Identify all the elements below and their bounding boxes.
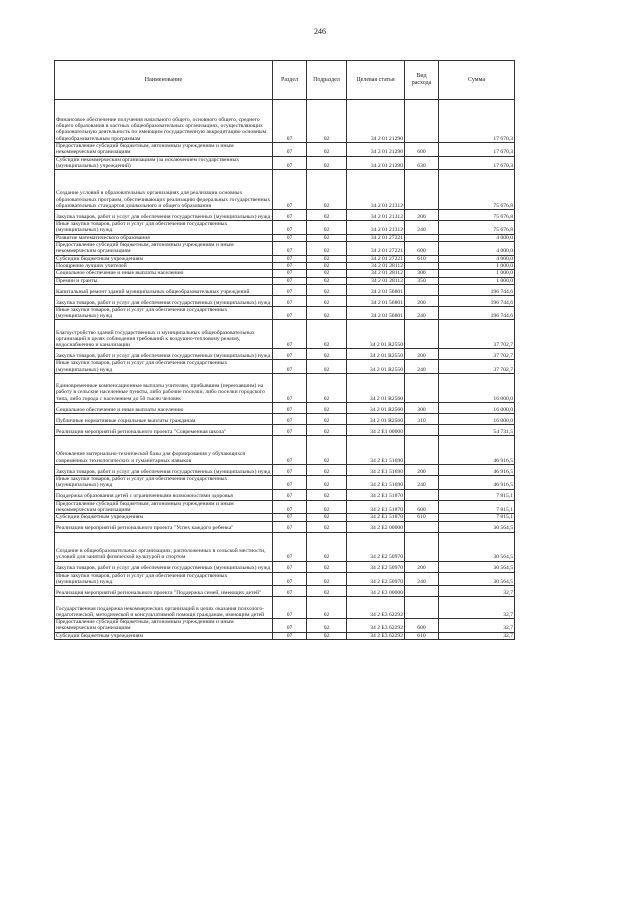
cell-target-item: 34 2 01 21290 — [347, 100, 405, 143]
cell-amount: 196 744,6 — [439, 284, 515, 295]
cell-section: 07 — [273, 262, 307, 269]
cell-expense-type: 600 — [405, 143, 439, 157]
cell-amount: 7 815,1 — [439, 489, 515, 500]
cell-subsection: 02 — [307, 500, 347, 514]
cell-amount: 17 670,3 — [439, 100, 515, 143]
cell-amount: 46 916,5 — [439, 476, 515, 490]
cell-section: 07 — [273, 597, 307, 619]
cell-expense-type — [405, 284, 439, 295]
cell-target-item: 34 2 E2 50970 — [347, 561, 405, 572]
cell-section: 07 — [273, 295, 307, 306]
cell-amount: 75 676,8 — [439, 170, 515, 210]
cell-target-item: 34 2 E3 62292 — [347, 632, 405, 639]
cell-subsection: 02 — [307, 255, 347, 262]
cell-amount: 30 564,5 — [439, 521, 515, 532]
cell-expense-type: 610 — [405, 632, 439, 639]
table-row — [55, 270, 515, 277]
cell-expense-type — [405, 170, 439, 210]
cell-section: 07 — [273, 514, 307, 521]
cell-section: 07 — [273, 572, 307, 586]
table-row — [55, 277, 515, 284]
cell-amount: 17 670,3 — [439, 156, 515, 170]
cell-amount: 16 000,0 — [439, 374, 515, 403]
budget-table — [54, 60, 515, 640]
cell-subsection: 02 — [307, 572, 347, 586]
cell-expense-type — [405, 521, 439, 532]
cell-expense-type: 240 — [405, 476, 439, 490]
cell-subsection: 02 — [307, 221, 347, 235]
cell-amount: 4 000,0 — [439, 242, 515, 256]
cell-section: 07 — [273, 586, 307, 597]
table-row — [55, 242, 515, 256]
cell-target-item: 34 2 01 R2550 — [347, 349, 405, 360]
cell-section: 07 — [273, 360, 307, 374]
cell-target-item: 34 2 01 27221 — [347, 234, 405, 241]
cell-target-item: 34 2 01 27221 — [347, 242, 405, 256]
cell-target-item: 34 2 01 28112 — [347, 270, 405, 277]
cell-subsection: 02 — [307, 374, 347, 403]
cell-amount: 30 564,5 — [439, 572, 515, 586]
cell-target-item: 34 2 01 56801 — [347, 306, 405, 320]
table-row — [55, 284, 515, 295]
cell-expense-type: 600 — [405, 242, 439, 256]
cell-subsection: 02 — [307, 414, 347, 425]
cell-name: Закупка товаров, работ и услуг для обеспечения государственных (муниципальных) нужд — [55, 465, 273, 476]
cell-name: Закупка товаров, работ и услуг для обеспечения государственных (муниципальных) нужд — [55, 561, 273, 572]
cell-target-item: 34 2 E3 00000 — [347, 586, 405, 597]
cell-subsection: 02 — [307, 436, 347, 465]
table-row — [55, 572, 515, 586]
header-subsection: Подраздел — [307, 61, 347, 100]
cell-section: 07 — [273, 156, 307, 170]
cell-target-item: 34 2 01 56801 — [347, 284, 405, 295]
table-row — [55, 156, 515, 170]
cell-subsection: 02 — [307, 360, 347, 374]
cell-name: Субсидии бюджетным учреждениям — [55, 632, 273, 639]
table-row — [55, 476, 515, 490]
cell-expense-type: 600 — [405, 619, 439, 633]
cell-section: 07 — [273, 210, 307, 221]
cell-target-item: 34 2 E1 51690 — [347, 436, 405, 465]
table-row — [55, 255, 515, 262]
cell-name: Обновление материально-технической базы для формирования у обучающихся современных технологических и гуманитарных навыков — [55, 436, 273, 465]
cell-amount: 30 564,5 — [439, 532, 515, 561]
cell-target-item: 34 2 E1 51690 — [347, 465, 405, 476]
cell-name: Закупка товаров, работ и услуг для обеспечения государственных (муниципальных) нужд — [55, 210, 273, 221]
cell-section: 07 — [273, 277, 307, 284]
cell-target-item: 34 2 01 21290 — [347, 156, 405, 170]
cell-section: 07 — [273, 170, 307, 210]
cell-amount: 16 000,0 — [439, 414, 515, 425]
cell-expense-type: 610 — [405, 514, 439, 521]
cell-subsection: 02 — [307, 262, 347, 269]
header-name: Наименование — [55, 61, 273, 100]
cell-name: Создание условий в образовательных организациях для реализации основных образовательных программ, обеспечивающих реализацию федеральных государственных образовательных стандартов дошкольного и общего образования — [55, 170, 273, 210]
cell-subsection: 02 — [307, 514, 347, 521]
cell-target-item: 34 2 E1 51870 — [347, 514, 405, 521]
cell-name: Премии и гранты — [55, 277, 273, 284]
table-row — [55, 221, 515, 235]
cell-name: Поощрение лучших учителей — [55, 262, 273, 269]
header-amount: Сумма — [439, 61, 515, 100]
cell-section: 07 — [273, 521, 307, 532]
cell-section: 07 — [273, 436, 307, 465]
cell-amount: 4 000,0 — [439, 234, 515, 241]
cell-section: 07 — [273, 221, 307, 235]
cell-amount: 7 815,1 — [439, 514, 515, 521]
cell-amount: 16 000,0 — [439, 403, 515, 414]
cell-subsection: 02 — [307, 632, 347, 639]
cell-subsection: 02 — [307, 170, 347, 210]
cell-target-item: 34 2 E1 51690 — [347, 476, 405, 490]
header-target-item: Целевая статья — [347, 61, 405, 100]
table-body — [55, 100, 515, 640]
cell-target-item: 34 2 01 27221 — [347, 255, 405, 262]
table-row — [55, 465, 515, 476]
table-row — [55, 349, 515, 360]
table-row — [55, 374, 515, 403]
cell-section: 07 — [273, 374, 307, 403]
cell-section: 07 — [273, 532, 307, 561]
cell-section: 07 — [273, 619, 307, 633]
cell-target-item: 34 2 E1 51870 — [347, 500, 405, 514]
cell-name: Иные закупки товаров, работ и услуг для обеспечения государственных (муниципальных) нужд — [55, 476, 273, 490]
table-row — [55, 521, 515, 532]
cell-subsection: 02 — [307, 100, 347, 143]
cell-expense-type: 300 — [405, 403, 439, 414]
cell-amount: 75 676,8 — [439, 210, 515, 221]
cell-subsection: 02 — [307, 476, 347, 490]
cell-expense-type: 240 — [405, 572, 439, 586]
cell-section: 07 — [273, 489, 307, 500]
header-section: Раздел — [273, 61, 307, 100]
cell-section: 07 — [273, 425, 307, 436]
cell-target-item: 34 2 01 21312 — [347, 221, 405, 235]
cell-section: 07 — [273, 320, 307, 349]
cell-name: Развитие математического образования — [55, 234, 273, 241]
cell-expense-type: 200 — [405, 295, 439, 306]
cell-section: 07 — [273, 100, 307, 143]
cell-section: 07 — [273, 284, 307, 295]
cell-expense-type: 600 — [405, 500, 439, 514]
cell-subsection: 02 — [307, 403, 347, 414]
cell-subsection: 02 — [307, 284, 347, 295]
cell-expense-type — [405, 262, 439, 269]
cell-section: 07 — [273, 632, 307, 639]
cell-amount: 17 670,3 — [439, 143, 515, 157]
cell-target-item: 34 2 01 28112 — [347, 277, 405, 284]
cell-subsection: 02 — [307, 619, 347, 633]
table-row — [55, 360, 515, 374]
cell-name: Поддержка образования детей с ограниченными возможностями здоровья — [55, 489, 273, 500]
cell-amount: 1 000,0 — [439, 262, 515, 269]
cell-target-item: 34 2 01 R2550 — [347, 320, 405, 349]
cell-subsection: 02 — [307, 210, 347, 221]
cell-name: Иные закупки товаров, работ и услуг для обеспечения государственных (муниципальных) нужд — [55, 221, 273, 235]
cell-amount: 196 744,6 — [439, 295, 515, 306]
cell-target-item: 34 2 E1 51870 — [347, 489, 405, 500]
cell-amount: 32,7 — [439, 619, 515, 633]
cell-expense-type — [405, 320, 439, 349]
cell-section: 07 — [273, 403, 307, 414]
cell-name: Реализация мероприятий регионального проекта "Успех каждого ребенка" — [55, 521, 273, 532]
cell-expense-type — [405, 234, 439, 241]
table-row — [55, 210, 515, 221]
table-row — [55, 425, 515, 436]
cell-subsection: 02 — [307, 586, 347, 597]
cell-amount: 75 676,8 — [439, 221, 515, 235]
cell-amount: 54 731,5 — [439, 425, 515, 436]
table-row — [55, 100, 515, 143]
cell-section: 07 — [273, 414, 307, 425]
cell-expense-type: 310 — [405, 414, 439, 425]
cell-amount: 37 702,7 — [439, 320, 515, 349]
cell-expense-type: 240 — [405, 221, 439, 235]
cell-amount: 37 702,7 — [439, 349, 515, 360]
cell-target-item: 34 2 01 21290 — [347, 143, 405, 157]
cell-subsection: 02 — [307, 349, 347, 360]
cell-amount: 37 702,7 — [439, 360, 515, 374]
cell-expense-type — [405, 374, 439, 403]
cell-expense-type — [405, 586, 439, 597]
table-row — [55, 306, 515, 320]
cell-subsection: 02 — [307, 320, 347, 349]
page-number: 246 — [314, 27, 326, 36]
cell-name: Предоставление субсидий бюджетным, автономным учреждениям и иным некоммерческим организациям — [55, 143, 273, 157]
cell-target-item: 34 2 E3 62292 — [347, 619, 405, 633]
cell-amount: 46 916,5 — [439, 465, 515, 476]
cell-subsection: 02 — [307, 277, 347, 284]
table-row — [55, 514, 515, 521]
table-row — [55, 295, 515, 306]
table-row — [55, 262, 515, 269]
cell-name: Предоставление субсидий бюджетным, автономным учреждениям и иным некоммерческим организациям — [55, 500, 273, 514]
cell-target-item: 34 2 E2 50970 — [347, 572, 405, 586]
cell-name: Единовременные компенсационные выплаты учителям, прибывшим (переехавшим) на работу в сельские населенные пункты, либо рабочие поселки, либо поселки городского типа, либо города с населением до 50 тысяч человек — [55, 374, 273, 403]
cell-amount: 1 000,0 — [439, 270, 515, 277]
cell-expense-type — [405, 436, 439, 465]
cell-expense-type — [405, 597, 439, 619]
cell-subsection: 02 — [307, 234, 347, 241]
header-expense-type: Вид расхода — [405, 61, 439, 100]
cell-section: 07 — [273, 255, 307, 262]
table-row — [55, 143, 515, 157]
cell-subsection: 02 — [307, 521, 347, 532]
cell-name: Государственная поддержка некоммерческих организаций в целях оказания психолого-педагогической, методической и консультативной помощи гражданам, имеющим детей — [55, 597, 273, 619]
cell-amount: 32,7 — [439, 586, 515, 597]
cell-target-item: 34 2 01 R2560 — [347, 414, 405, 425]
cell-amount: 30 564,5 — [439, 561, 515, 572]
cell-expense-type — [405, 100, 439, 143]
cell-target-item: 34 2 01 56801 — [347, 295, 405, 306]
cell-name: Благоустройство зданий государственных и муниципальных общеобразовательных организаций в целях соблюдения требований к воздушно-тепловому режиму, водоснабжению и канализации — [55, 320, 273, 349]
cell-subsection: 02 — [307, 561, 347, 572]
cell-target-item: 34 2 01 28112 — [347, 262, 405, 269]
cell-section: 07 — [273, 561, 307, 572]
cell-name: Иные закупки товаров, работ и услуг для обеспечения государственных (муниципальных) нужд — [55, 306, 273, 320]
cell-amount: 32,7 — [439, 597, 515, 619]
table-row — [55, 586, 515, 597]
cell-subsection: 02 — [307, 489, 347, 500]
cell-name: Предоставление субсидий бюджетным, автономным учреждениям и иным некоммерческим организациям — [55, 619, 273, 633]
cell-name: Создание в общеобразовательных организациях, расположенных в сельской местности, условий для занятий физической культурой и спортом — [55, 532, 273, 561]
table-row — [55, 436, 515, 465]
table-row — [55, 170, 515, 210]
cell-section: 07 — [273, 476, 307, 490]
cell-subsection: 02 — [307, 532, 347, 561]
cell-name: Социальное обеспечение и иные выплаты населению — [55, 403, 273, 414]
cell-section: 07 — [273, 143, 307, 157]
cell-name: Предоставление субсидий бюджетным, автономным учреждениям и иным некоммерческим организациям — [55, 242, 273, 256]
cell-target-item: 34 2 01 R2550 — [347, 360, 405, 374]
table-header-row — [55, 61, 515, 100]
cell-section: 07 — [273, 349, 307, 360]
cell-subsection: 02 — [307, 270, 347, 277]
cell-name: Реализация мероприятий регионального проекта "Современная школа" — [55, 425, 273, 436]
cell-name: Иные закупки товаров, работ и услуг для обеспечения государственных (муниципальных) нужд — [55, 360, 273, 374]
cell-name: Субсидии бюджетным учреждениям — [55, 255, 273, 262]
cell-section: 07 — [273, 500, 307, 514]
cell-name: Закупка товаров, работ и услуг для обеспечения государственных (муниципальных) нужд — [55, 349, 273, 360]
table-row — [55, 597, 515, 619]
cell-amount: 1 000,0 — [439, 277, 515, 284]
cell-name: Публичные нормативные социальные выплаты гражданам — [55, 414, 273, 425]
cell-name: Капитальный ремонт зданий муниципальных общеобразовательных учреждений — [55, 284, 273, 295]
cell-expense-type: 240 — [405, 306, 439, 320]
table-row — [55, 234, 515, 241]
cell-expense-type: 610 — [405, 255, 439, 262]
table-row — [55, 414, 515, 425]
cell-target-item: 34 2 01 21312 — [347, 210, 405, 221]
cell-target-item: 34 2 01 R2560 — [347, 374, 405, 403]
cell-expense-type — [405, 425, 439, 436]
cell-expense-type: 300 — [405, 270, 439, 277]
table-row — [55, 320, 515, 349]
cell-target-item: 34 2 01 R2560 — [347, 403, 405, 414]
cell-amount: 7 815,1 — [439, 500, 515, 514]
cell-name: Иные закупки товаров, работ и услуг для обеспечения государственных (муниципальных) нужд — [55, 572, 273, 586]
cell-expense-type: 350 — [405, 277, 439, 284]
cell-section: 07 — [273, 465, 307, 476]
table-row — [55, 489, 515, 500]
cell-target-item: 34 2 E1 00000 — [347, 425, 405, 436]
cell-target-item: 34 2 E2 00000 — [347, 521, 405, 532]
cell-target-item: 34 2 01 21312 — [347, 170, 405, 210]
cell-expense-type — [405, 489, 439, 500]
cell-subsection: 02 — [307, 465, 347, 476]
table-row — [55, 619, 515, 633]
cell-section: 07 — [273, 234, 307, 241]
cell-amount: 32,7 — [439, 632, 515, 639]
cell-target-item: 34 2 E2 50970 — [347, 532, 405, 561]
cell-amount: 46 916,5 — [439, 436, 515, 465]
cell-amount: 4 000,0 — [439, 255, 515, 262]
cell-section: 07 — [273, 270, 307, 277]
table-row — [55, 532, 515, 561]
cell-expense-type: 200 — [405, 465, 439, 476]
table-row — [55, 561, 515, 572]
cell-subsection: 02 — [307, 306, 347, 320]
cell-subsection: 02 — [307, 242, 347, 256]
cell-name: Закупка товаров, работ и услуг для обеспечения государственных (муниципальных) нужд — [55, 295, 273, 306]
cell-name: Финансовое обеспечение получения начального общего, основного общего, среднего общего образования в частных общеобразовательных организациях, осуществляющих образовательную деятельность по имеющим государственную аккредитацию основным общеобразовательным программам — [55, 100, 273, 143]
cell-amount: 196 744,6 — [439, 306, 515, 320]
cell-name: Социальное обеспечение и иные выплаты населению — [55, 270, 273, 277]
table-row — [55, 500, 515, 514]
cell-expense-type: 200 — [405, 210, 439, 221]
table-row — [55, 403, 515, 414]
cell-expense-type: 200 — [405, 561, 439, 572]
cell-name: Субсидии бюджетным учреждениям — [55, 514, 273, 521]
cell-name: Реализация мероприятий регионального проекта "Поддержка семей, имеющих детей" — [55, 586, 273, 597]
cell-section: 07 — [273, 242, 307, 256]
table-row — [55, 632, 515, 639]
cell-subsection: 02 — [307, 143, 347, 157]
cell-expense-type: 200 — [405, 349, 439, 360]
cell-subsection: 02 — [307, 295, 347, 306]
cell-name: Субсидии некоммерческим организациям (за исключением государственных (муниципальных) учреждений) — [55, 156, 273, 170]
cell-expense-type: 630 — [405, 156, 439, 170]
cell-subsection: 02 — [307, 425, 347, 436]
cell-section: 07 — [273, 306, 307, 320]
cell-subsection: 02 — [307, 597, 347, 619]
cell-target-item: 34 2 E3 62292 — [347, 597, 405, 619]
cell-subsection: 02 — [307, 156, 347, 170]
cell-expense-type — [405, 532, 439, 561]
cell-expense-type: 240 — [405, 360, 439, 374]
